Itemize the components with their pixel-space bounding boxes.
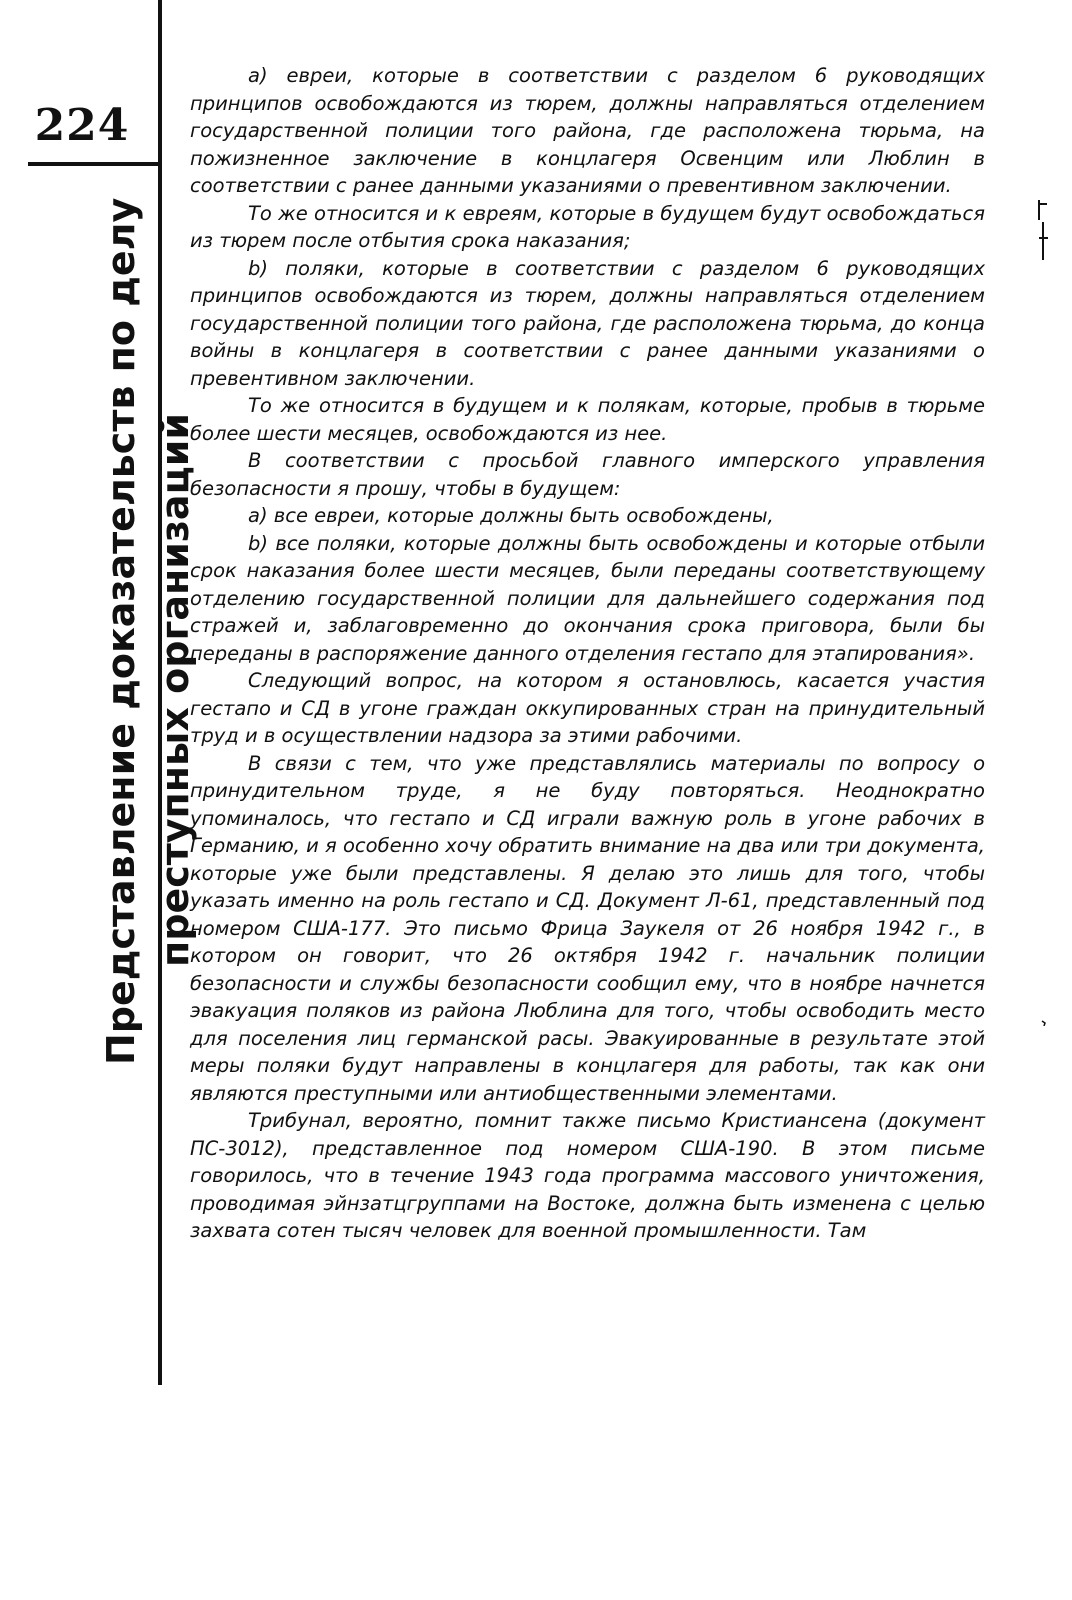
scan-edge-mark-icon — [1036, 198, 1050, 262]
page-number: 224 — [34, 100, 130, 151]
paragraph: То же относится и к евреям, которые в будущем будут освобождаться из тюрем после отбытия срока наказания; — [190, 201, 985, 252]
paragraph: В связи с тем, что уже представлялись материалы по вопросу о принудительном труде, я не буду повторяться. Неоднократно упоминалось, что гестапо и СД играли важную роль в угоне рабочих в Германию, и я особенно хочу обратить внимание на два или три документа, которые уже были представлены. Я делаю это лишь для того, чтобы указать именно на роль гестапо и СД. Документ Л-61, представленный под номером США-177. Это письмо Фрица Заукеля от 26 ноября 1942 г., в котором он говорит, что 26 октября 1942 г. начальник полиции безопасности и службы безопасности сообщил ему, что в ноябре начнется эвакуация поляков из района Люблина для того, чтобы освободить место для поселения лиц германской расы. Эвакуированные в результате этой меры поляки будут направлены в концлагеря для работы, так как они являются преступными или антиобщественными элементами. — [190, 751, 985, 1105]
body-text — [190, 62, 985, 1245]
running-head-line-2: преступных организаций — [153, 413, 197, 967]
paragraph: Следующий вопрос, на котором я остановлюсь, касается участия гестапо и СД в угоне граждан оккупированных стран на принудительный труд и в осуществлении надзора за этими рабочими. — [190, 669, 985, 747]
paragraph: b) все поляки, которые должны быть освобождены и которые отбыли срок наказания более шести месяцев, были переданы соответствующему отделению государственной полиции для дальнейшего содержания под стражей и, заблаговременно до окончания срока приговора, были бы переданы в распоряжение данного отделения гестапо для этапирования». — [190, 531, 985, 665]
paragraph: а) евреи, которые в соответствии с разделом 6 руководящих принципов освобождаются из тюрем, должны направляться отделением государственной полиции того района, где расположена тюрьма, на пожизненное заключение в концлагеря Освенцим или Люблин в соответствии с ранее данными указаниями о превентивном заключении. — [190, 64, 985, 197]
paragraph: а) все евреи, которые должны быть освобождены, — [248, 504, 774, 527]
paragraph: Трибунал, вероятно, помнит также письмо Кристиансена (документ ПС-3012), представленное под номером США-190. В этом письме говорилось, что в течение 1943 года программа массового уничтожения, проводимая эйнзатцгруппами на Востоке, должна быть изменена с целью захвата сотен тысяч человек для военной промышленности. Там — [190, 1109, 985, 1242]
running-head-line-1-text: Представление доказательств по делу — [99, 197, 143, 1065]
paragraph: То же относится в будущем и к полякам, которые, пробыв в тюрьме более шести месяцев, освобождаются из нее. — [190, 394, 985, 445]
paragraph: В соответствии с просьбой главного имперского управления безопасности я прошу, чтобы в будущем: — [190, 449, 985, 500]
scan-dot-mark-icon — [1041, 1020, 1047, 1026]
paragraph: b) поляки, которые в соответствии с разделом 6 руководящих принципов освобождаются из тюрем, должны направляться отделением государственной полиции того района, где расположена тюрьма, до конца войны в концлагеря в соответствии с ранее данными указаниями о превентивном заключении. — [190, 256, 985, 390]
running-head-line-1 — [94, 185, 148, 1065]
number-divider — [28, 162, 162, 166]
